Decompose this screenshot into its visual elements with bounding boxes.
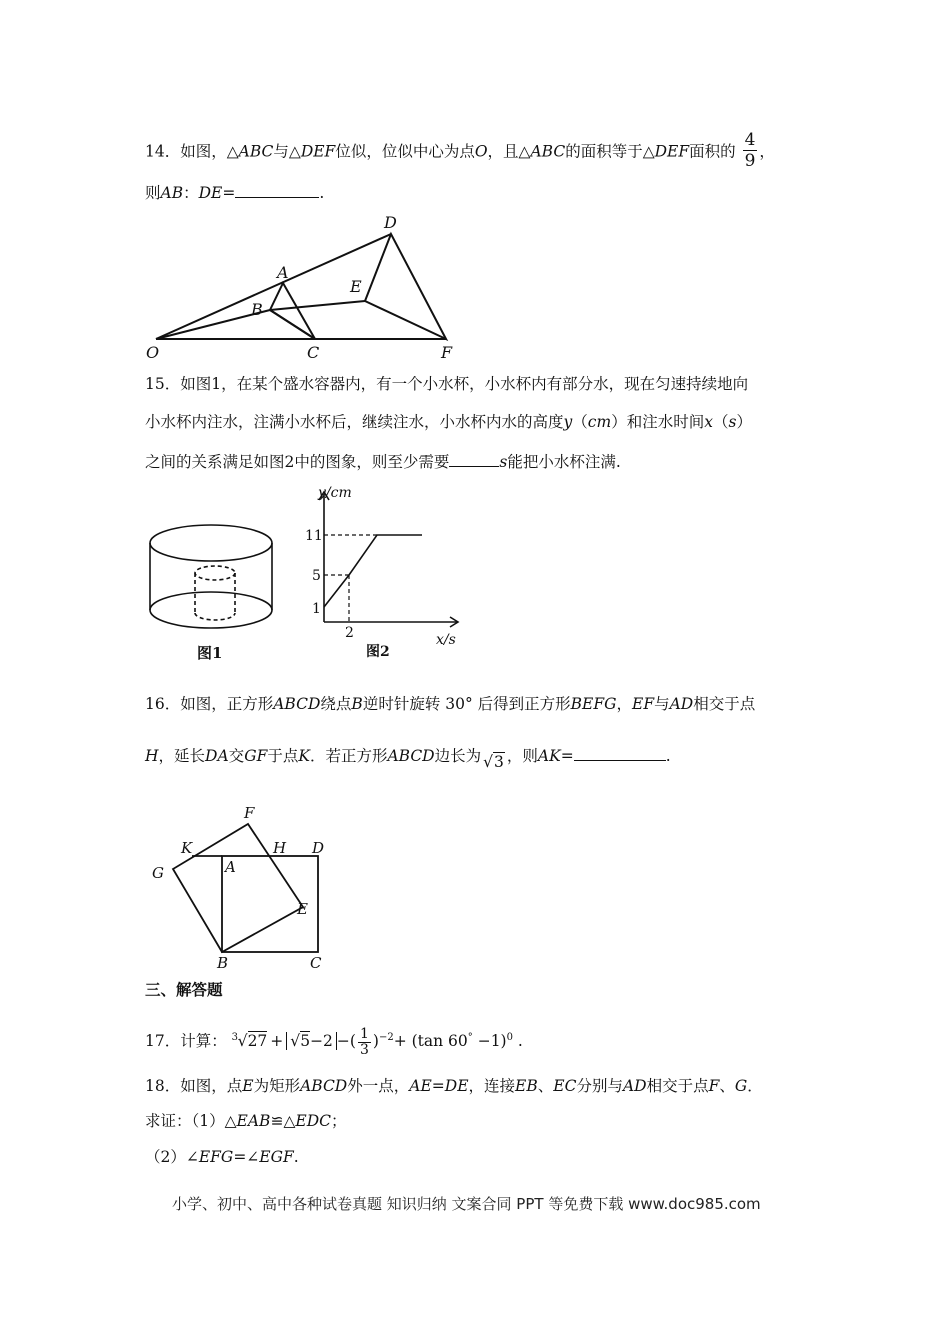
y-tick-5: 5 [312, 568, 321, 584]
fraction-4-9: $\frac{4}{9}$ [744, 130, 756, 171]
page-footer: 小学、初中、高中各种试卷真题 知识归纳 文案合同 PPT 等免费下载 www.doc985.com [172, 1195, 761, 1213]
figure-15-container [143, 515, 293, 665]
x-axis-label: x/s [436, 632, 456, 648]
label-F: F [441, 343, 453, 362]
label-D: D [384, 213, 397, 232]
label-B: B [251, 300, 263, 319]
label-K: K [181, 839, 193, 857]
y-tick-1: 1 [312, 601, 321, 617]
fraction-1-3: $\frac{1}{3}$ [359, 1025, 369, 1058]
answer-blank-16 [574, 746, 666, 761]
q18-line2: 求证：（1）△EAB≌△EDC； [145, 1112, 347, 1130]
figure-15-graph [300, 482, 470, 662]
label-C: C [307, 343, 320, 362]
abs-value: √5−2 [286, 1032, 337, 1050]
label-E: E [350, 277, 362, 296]
q14-line1: 14．如图，△ABC与△DEF位似，位似中心为点O，且△ABC的面积等于△DEF面积的 $\frac{4}{9}$ ， [145, 130, 775, 171]
q18-line1: 18．如图，点E为矩形ABCD外一点，AE=DE，连接EB、EC分别与AD相交于点F、G． [145, 1077, 763, 1095]
label-A: A [225, 858, 236, 876]
section-heading: 三、解答题 [145, 981, 223, 999]
q18-line3: （2）∠EFG=∠EGF. [145, 1148, 299, 1166]
q16-line1: 16．如图，正方形ABCD绕点B逆时针旋转 30° 后得到正方形BEFG，EF与AD相交于点 [145, 695, 756, 713]
cube-root-27: 3 √27 [231, 1032, 268, 1051]
answer-blank-14 [235, 183, 319, 198]
q17-line: 17．计算： 3 √27 + √5−2 −( $\frac{1}{3}$ )$^{-2}$+ (tan 60° −1)$^0$ . [145, 1025, 523, 1058]
q15-line2: 小水杯内注水，注满小水杯后，继续注水，小水杯内水的高度y（cm）和注水时间x（s） [145, 413, 752, 431]
caption-fig2: 图2 [366, 644, 390, 660]
figure-14-homothety [140, 212, 460, 362]
q14-line2: 则AB：DE= . [145, 184, 325, 202]
caption-fig1: 图1 [197, 644, 223, 662]
label-E: E [297, 900, 308, 918]
label-A: A [277, 263, 289, 282]
q15-line3: 之间的关系满足如图2中的图象，则至少需要 s能把小水杯注满. [145, 453, 621, 471]
label-G: G [152, 864, 164, 882]
figure-16-rotated-squares [145, 800, 345, 980]
label-B: B [217, 954, 229, 972]
sqrt-3: √3 [483, 753, 504, 771]
y-tick-11: 11 [305, 528, 323, 544]
q16-line2: H，延长DA交GF于点K．若正方形ABCD边长为 √3 ，则AK= . [145, 747, 671, 771]
x-tick-2: 2 [345, 625, 354, 641]
q15-line1: 15．如图1，在某个盛水容器内，有一个小水杯，小水杯内有部分水，现在匀速持续地向 [145, 375, 749, 393]
label-D: D [312, 839, 325, 857]
y-axis-label: y/cm [318, 485, 352, 501]
label-O: O [146, 343, 160, 362]
answer-blank-15 [449, 452, 499, 467]
label-C: C [310, 954, 322, 972]
label-F: F [244, 804, 255, 822]
label-H: H [273, 839, 287, 857]
